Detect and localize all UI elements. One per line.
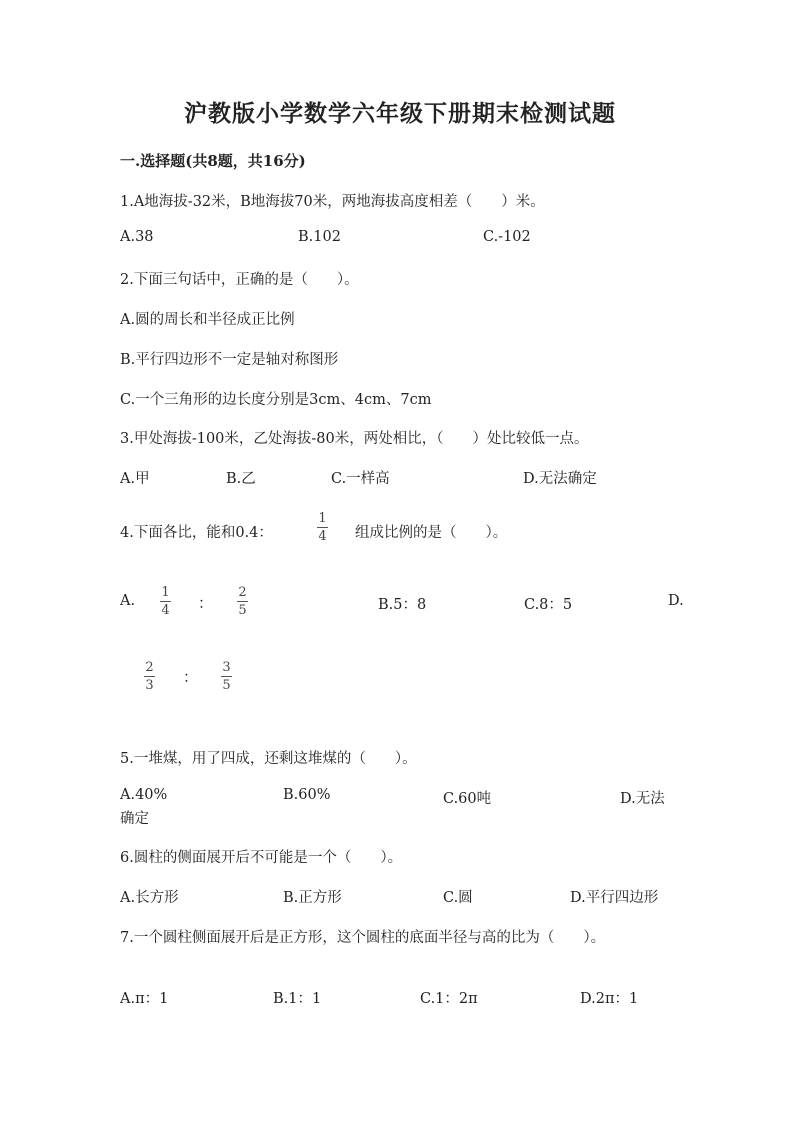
question-4-option-d-colon: ：	[183, 668, 199, 686]
fraction-denominator: 5	[238, 603, 247, 618]
question-6-option-a: A.长方形	[120, 890, 179, 906]
fraction-numerator: 2	[238, 585, 247, 600]
section-heading: 一.选择题(共8题，共16分)	[120, 152, 306, 170]
question-1-option-a: A.38	[120, 229, 154, 245]
question-2-stem: 2.下面三句话中，正确的是（ ）。	[120, 272, 359, 288]
question-5-option-a: A.40%	[120, 787, 168, 803]
question-1-stem: 1.A地海拔-32米，B地海拔70米，两地海拔高度相差（ ）米。	[120, 194, 545, 210]
question-7-stem: 7.一个圆柱侧面展开后是正方形，这个圆柱的底面半径与高的比为（ ）。	[120, 930, 606, 946]
question-2-option-a: A.圆的周长和半径成正比例	[120, 312, 295, 328]
fraction-numerator: 2	[145, 660, 154, 675]
question-3-option-c: C.一样高	[331, 471, 390, 487]
question-7-option-d: D.2π：1	[580, 991, 639, 1007]
page-title: 沪教版小学数学六年级下册期末检测试题	[184, 100, 616, 127]
question-3-option-a: A.甲	[120, 471, 150, 487]
question-4-option-a-fraction-1	[160, 585, 171, 618]
fraction-denominator: 3	[145, 678, 154, 693]
fraction-denominator: 4	[318, 529, 327, 544]
question-5-option-d: D.无法	[620, 791, 665, 807]
question-4-option-d-fraction-1	[144, 660, 155, 693]
fraction-denominator: 4	[161, 603, 170, 618]
question-1-option-b: B.102	[298, 229, 341, 245]
question-3-option-d: D.无法确定	[523, 471, 597, 487]
question-4-option-a-colon: ：	[198, 594, 214, 612]
question-6-option-b: B.正方形	[283, 890, 342, 906]
question-7-option-a: A.π：1	[120, 991, 169, 1007]
question-4-option-a-label: A.	[120, 593, 136, 609]
question-5-option-d-continuation: 确定	[120, 811, 149, 827]
fraction-denominator: 5	[222, 678, 231, 693]
question-4-stem-end: 组成比例的是（ ）。	[355, 525, 508, 541]
question-2-option-c: C.一个三角形的边长度分别是3cm、4cm、7cm	[120, 392, 432, 408]
fraction-numerator: 3	[222, 660, 231, 675]
fraction-numerator: 1	[161, 585, 170, 600]
fraction-bar	[221, 676, 232, 677]
question-4-stem-fraction	[317, 511, 328, 544]
question-4-option-b: B.5：8	[378, 597, 427, 613]
question-4-stem-start: 4.下面各比，能和0.4：	[120, 525, 273, 541]
fraction-bar	[144, 676, 155, 677]
question-5-option-c: C.60吨	[443, 791, 492, 807]
question-1-option-c: C.-102	[483, 229, 531, 245]
question-5-option-b: B.60%	[283, 787, 331, 803]
fraction-bar	[237, 601, 248, 602]
question-3-stem: 3.甲处海拔-100米，乙处海拔-80米，两处相比，（ ）处比较低一点。	[120, 431, 589, 447]
question-4-option-a-fraction-2	[237, 585, 248, 618]
question-4-option-d-label: D.	[668, 593, 684, 609]
fraction-bar	[317, 527, 328, 528]
question-7-option-b: B.1：1	[273, 991, 322, 1007]
fraction-numerator: 1	[318, 511, 327, 526]
question-3-option-b: B.乙	[226, 471, 256, 487]
question-5-stem: 5.一堆煤，用了四成，还剩这堆煤的（ ）。	[120, 751, 417, 767]
question-6-option-d: D.平行四边形	[570, 890, 659, 906]
question-6-option-c: C.圆	[443, 890, 473, 906]
question-7-option-c: C.1：2π	[420, 991, 478, 1007]
fraction-bar	[160, 601, 171, 602]
question-2-option-b: B.平行四边形不一定是轴对称图形	[120, 352, 339, 368]
question-4-option-c: C.8：5	[524, 597, 573, 613]
question-6-stem: 6.圆柱的侧面展开后不可能是一个（ ）。	[120, 850, 403, 866]
question-4-option-d-fraction-2	[221, 660, 232, 693]
